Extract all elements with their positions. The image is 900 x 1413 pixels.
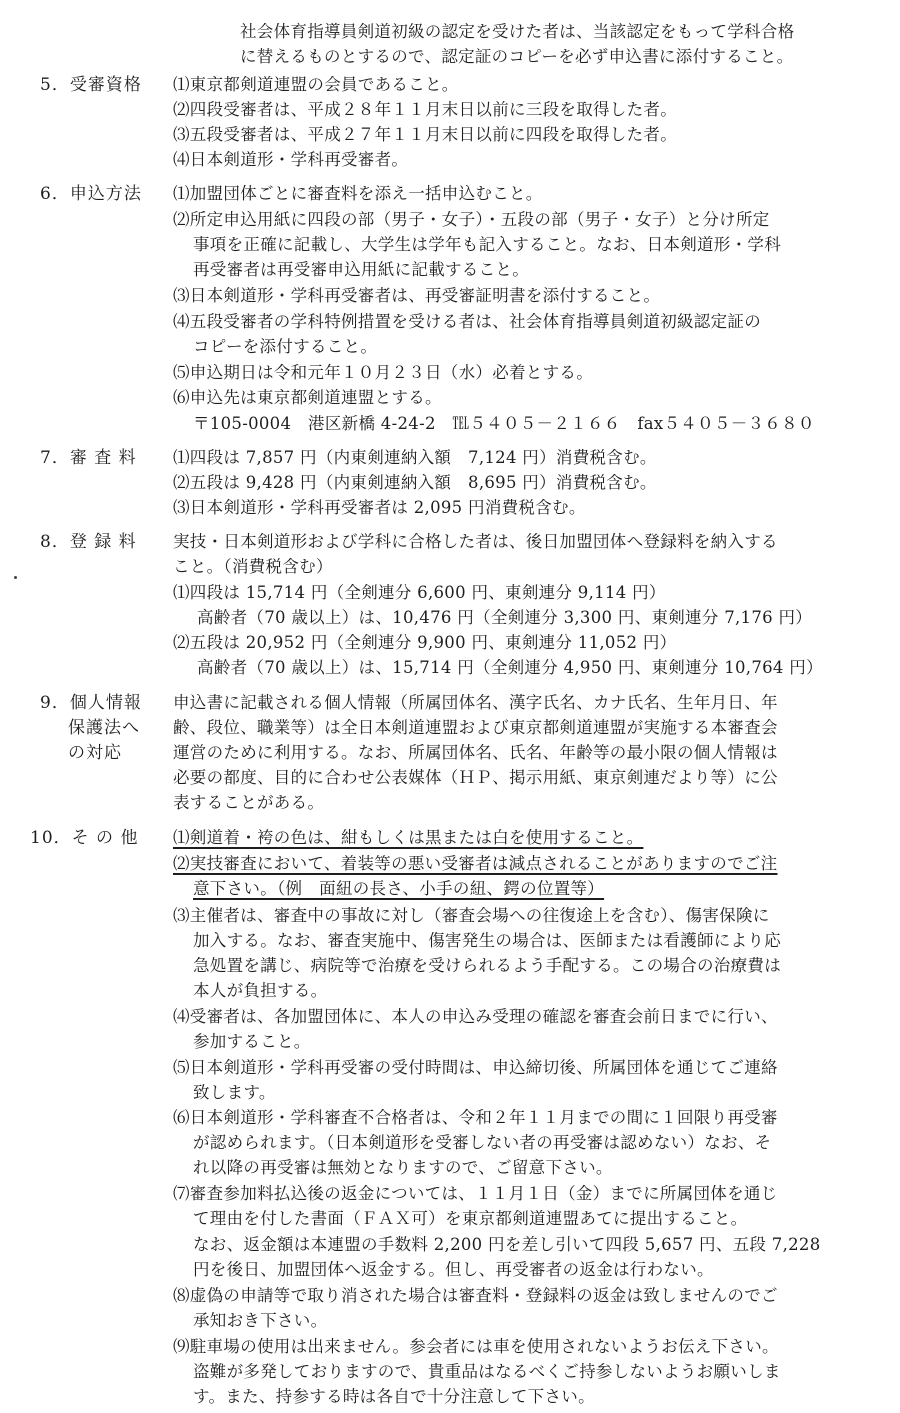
section-8-line-6: 高齢者（70 歳以上）は、15,714 円（全剣連分 4,950 円、東剣連分 10,764 円） <box>197 658 823 677</box>
section-10-line-18: 円を後日、加盟団体へ返金する。但し、再受審者の返金は行わない。 <box>193 1260 714 1279</box>
section-7-item-3: ⑶日本剣道形・学科再受審者は 2,095 円消費税含む。 <box>173 498 586 517</box>
section-8-line-2: こと。（消費税含む） <box>173 557 333 576</box>
section-5-item-1: ⑴東京都剣道連盟の会員であること。 <box>173 75 459 94</box>
section-9-label-2: 保護法へ <box>68 718 140 738</box>
section-9-line-3: 運営のために利用する。なお、所属団体名、氏名、年齢等の最小限の個人情報は <box>173 743 778 762</box>
intro-line-2: に替えるものとするので、認定証のコピーを必ず申込書に添付すること。 <box>240 47 794 66</box>
section-10-line-7: 本人が負担する。 <box>193 981 328 1000</box>
section-5-label: 5．受審資格 <box>40 75 142 95</box>
section-5-item-3: ⑶五段受審者は、平成２７年１１月末日以前に四段を取得した者。 <box>173 125 677 144</box>
section-6-address: 〒105-0004 港区新橋 4-24-2 ℡５４０５－２１６６ fax５４０５－３６８０ <box>193 414 815 433</box>
section-9-line-5: 表することがある。 <box>173 793 325 812</box>
section-10-line-15: ⑺審査参加料払込後の返金については、１１月１日（金）までに所属団体を通じ <box>173 1184 778 1203</box>
section-5-item-4: ⑷日本剣道形・学科再受審者。 <box>173 150 409 169</box>
section-8-line-4: 高齢者（70 歳以上）は、10,476 円（全剣連分 3,300 円、東剣連分 7,176 円） <box>197 608 813 627</box>
section-10-line-2: ⑵実技審査において、着装等の悪い受審者は減点されることがありますのでご注 <box>173 854 778 873</box>
section-10-line-22: 盗難が多発しておりますので、貴重品はなるべくご持参しないようお願いしま <box>193 1362 781 1381</box>
intro-line-1: 社会体育指導員剣道初級の認定を受けた者は、当該認定をもって学科合格 <box>240 22 795 41</box>
section-5-item-2: ⑵四段受審者は、平成２８年１１月末日以前に三段を取得した者。 <box>173 100 677 119</box>
section-6-label: 6．申込方法 <box>40 184 142 204</box>
section-10-line-19: ⑻虚偽の申請等で取り消された場合は審査料・登録料の返金は致しませんのでご <box>173 1286 778 1305</box>
section-8-line-3: ⑴四段は 15,714 円（全剣連分 6,600 円、東剣連分 9,114 円） <box>173 583 666 602</box>
section-6-line-1: ⑴加盟団体ごとに審査料を添え一括申込むこと。 <box>173 184 543 203</box>
section-10-line-10: ⑸日本剣道形・学科再受審の受付時間は、申込締切後、所属団体を通じてご連絡 <box>173 1058 778 1077</box>
section-6-line-5: ⑶日本剣道形・学科再受審者は、再受審証明書を添付すること。 <box>173 286 661 305</box>
section-10-line-13: が認められます。（日本剣道形を受審しない者の再受審は認めない）なお、そ <box>193 1133 772 1152</box>
section-6-line-7: コピーを添付すること。 <box>193 337 378 356</box>
section-10-line-9: 参加すること。 <box>193 1032 311 1051</box>
section-10-label: 10．そ の 他 <box>30 828 139 848</box>
section-10-line-23: す。また、持参する時は各自で十分注意して下さい。 <box>193 1387 595 1406</box>
section-9-line-1: 申込書に記載される個人情報（所属団体名、漢字氏名、カナ氏名、生年月日、年 <box>173 693 778 712</box>
section-10-line-6: 急処置を講じ、病院等で治療を受けられるよう手配する。この場合の治療費は <box>193 956 781 975</box>
section-9-line-4: 必要の都度、目的に合わせ公表媒体（ＨＰ、掲示用紙、東京剣連だより等）に公 <box>173 768 778 787</box>
scan-speck <box>14 576 17 579</box>
section-9-label-3: の対応 <box>68 743 122 763</box>
section-6-line-8: ⑸申込期日は令和元年１０月２３日（水）必着とする。 <box>173 363 593 382</box>
section-7-label: 7．審 査 料 <box>40 448 137 468</box>
section-6-line-3: 事項を正確に記載し、大学生は学年も記入すること。なお、日本剣道形・学科 <box>193 235 781 254</box>
section-7-item-1: ⑴四段は 7,857 円（内東剣連納入額 7,124 円）消費税含む。 <box>173 448 657 467</box>
section-10-line-3: 意下さい。（例 面紐の長さ、小手の紐、鍔の位置等） <box>193 879 605 898</box>
section-10-line-1: ⑴剣道着・袴の色は、紺もしくは黒または白を使用すること。 <box>173 828 644 847</box>
section-10-line-5: 加入する。なお、審査実施中、傷害発生の場合は、医師または看護師により応 <box>193 931 781 950</box>
section-10-line-16: て理由を付した書面（ＦＡＸ可）を東京都剣道連盟あてに提出すること。 <box>193 1209 748 1228</box>
section-10-line-14: れ以降の再受審は無効となりますので、ご留意下さい。 <box>193 1158 613 1177</box>
section-9-line-2: 齢、段位、職業等）は全日本剣道連盟および東京都剣道連盟が実施する本審査会 <box>173 718 778 737</box>
section-10-line-8: ⑷受審者は、各加盟団体に、本人の申込み受理の確認を審査会前日までに行い、 <box>173 1007 778 1026</box>
section-6-line-2: ⑵所定申込用紙に四段の部（男子・女子）・五段の部（男子・女子）と分け所定 <box>173 210 770 229</box>
section-10-line-11: 致します。 <box>193 1083 276 1102</box>
section-6-line-6: ⑷五段受審者の学科特例措置を受ける者は、社会体育指導員剣道初級認定証の <box>173 312 761 331</box>
section-10-line-17: なお、返金額は本連盟の手数料 2,200 円を差し引いて四段 5,657 円、五段 7,228 <box>193 1235 821 1254</box>
section-10-line-21: ⑼駐車場の使用は出来ません。参会者には車を使用されないようお伝え下さい。 <box>173 1337 779 1356</box>
section-6-line-9: ⑹申込先は東京都剣道連盟とする。 <box>173 388 442 407</box>
section-8-line-1: 実技・日本剣道形および学科に合格した者は、後日加盟団体へ登録料を納入する <box>173 532 778 551</box>
section-8-line-5: ⑵五段は 20,952 円（全剣連分 9,900 円、東剣連分 11,052 円） <box>173 633 677 652</box>
section-9-label-1: 9．個人情報 <box>40 693 142 713</box>
section-10-line-20: 承知おき下さい。 <box>193 1311 328 1330</box>
section-10-line-4: ⑶主催者は、審査中の事故に対し（審査会場への往復途上を含む）、傷害保険に <box>173 906 770 925</box>
section-7-item-2: ⑵五段は 9,428 円（内東剣連納入額 8,695 円）消費税含む。 <box>173 473 657 492</box>
section-10-line-12: ⑹日本剣道形・学科審査不合格者は、令和２年１１月までの間に１回限り再受審 <box>173 1108 778 1127</box>
section-6-line-4: 再受審者は再受審申込用紙に記載すること。 <box>193 260 529 279</box>
section-8-label: 8．登 録 料 <box>40 532 137 552</box>
